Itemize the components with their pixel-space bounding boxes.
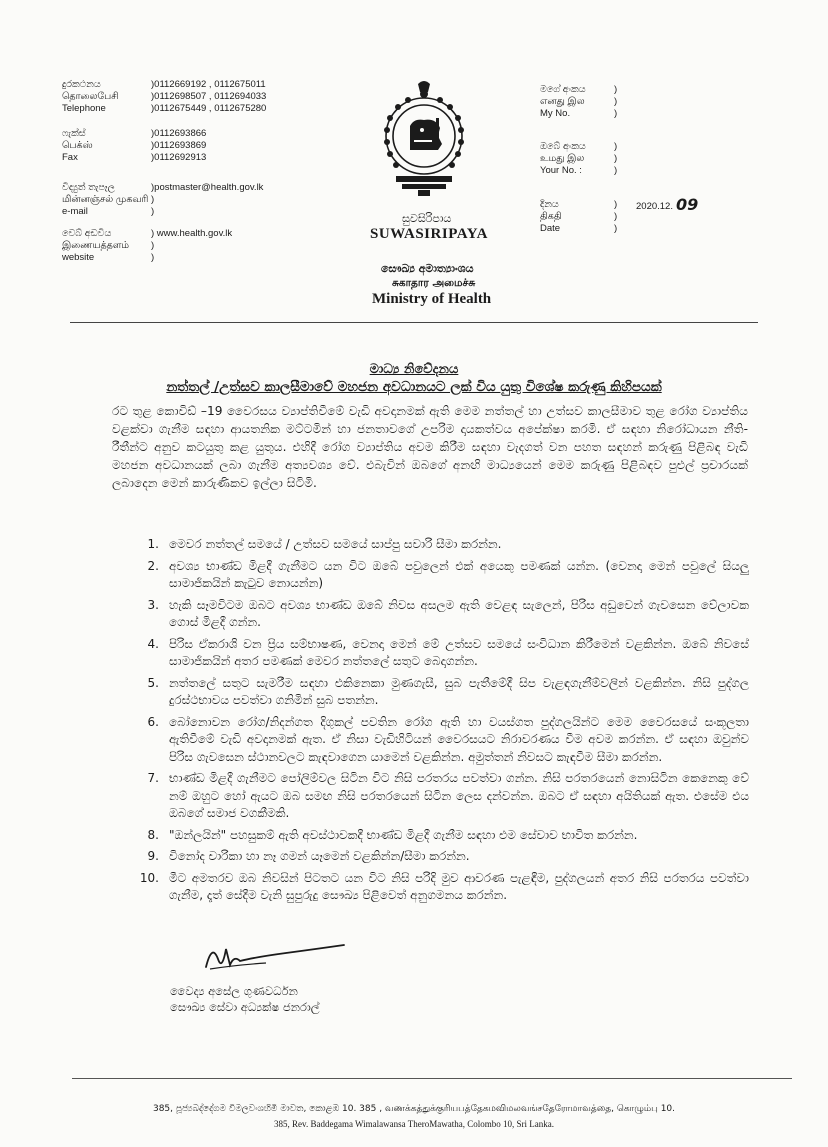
paren: ) [614,108,618,119]
ministry-ta: சுகாதார அமைச்சு [392,277,476,289]
item-text: පිරිස ඒකරාශි වන ප්‍රිය සම්භාෂණ, වෙනදා මෙන් මේ උත්සව සමයේ සංවිධාන කිරීමෙන් වළකින්න. ඔබේ නිවසේ සාමාජිකයින් අතර පමණක් මෙවර නත්තලේ සතුට බෙදාගන්න. [169,636,749,668]
email-label-si: විද්‍යුත් තැපෑල [62,182,115,193]
web-label-ta: இணையத்தளம் [62,240,130,251]
date-value: 2020.12. [636,201,673,212]
phone-value: )0112675449 , 0112675280 [151,103,267,114]
phone-label-si: දුරකථනය [62,79,101,90]
my-no-labels [540,84,586,120]
item-text: භාණ්ඩ මිළදී ගැනීමට පෝලිම්වල සිටින විට නිසි පරතරය පවත්වා ගන්න. නිසි පරතරයෙන් නොසිටින කෙනෙකු වේ නම් ඔහුට හෝ ඇයට ඔබ සමඟ නිසි පරතරයෙන් සිටින ලෙස දන්වන්න. ඔබට ඒ සඳහා අයිතියක් ඇත. එසේම එය ඔබගේ සමාජ වගකීමකි. [169,771,749,820]
date-handwritten: 09 [676,195,699,214]
item-number: 9. [147,849,159,863]
footer-divider [72,1078,792,1079]
paren: ) [614,84,618,95]
fax-label-si: ෆැක්ස් [62,128,86,139]
email-value: ) [151,194,155,205]
fax-value: )0112693866 [151,128,207,139]
date-label-si: දිනය [540,199,559,210]
email-value: )postmaster@health.gov.lk [151,182,264,193]
signatory-name: වෛද්‍ය අසේල ගුණවර්ධන [170,984,298,998]
fax-label-ta: பெக்ஸ் [62,140,93,151]
intro-paragraph: රට තුළ කොවිඩ් –19 වෛරසය ව්‍යාප්තිවීමේ වැඩි අවදානමක් ඇති මෙම නත්තල් හා උත්සව කාලසීමාව තුළ රෝග ව්‍යාප්තිය වළක්වා ගැනීම සඳහා ආයතනික මට්ටමින් හා ජනතාවගේ උපරිම දායකත්වය අපේක්ෂා කරමි. ඒ සඳහා නිරෝධායන නීති-රීතීන්ට අනුව කටයුතු කළ යුතුය. එහිදී රෝග ව්‍යාප්තිය අවම කිරීම සඳහා වැදගත් වන පහත සඳහන් කරුණු පිළිබඳ වැඩි මහජන අවධානයක් ලබා ගැනීම අත්‍යවශ්‍ය වේ. එබැවින් ඔබගේ අනඟි මාධ්‍යයෙන් මෙම කරුණු පිළිබඳව පුළුල් ප්‍රචාරයක් ලබාදෙන මෙන් කාරුණිකව ඉල්ලා සිටිමි. [112,404,748,490]
web-label-si: වෙබ් අඩවිය [62,228,112,239]
item-number: 1. [147,537,159,551]
date-label-ta: திகதி [540,211,562,222]
fax-values [151,128,206,164]
my-no-label-ta: எனது இல [540,96,585,107]
date-parens [614,199,617,235]
handwritten-signature-icon [196,935,346,979]
list-item [137,636,749,671]
item-number: 2. [147,558,159,573]
paren: ) [614,223,618,234]
your-no-label-si: ඔබේ අංකය [540,141,586,152]
list-item [137,536,749,554]
your-no-label-ta: உமது இல [540,153,585,164]
list-item [137,827,749,845]
email-label-ta: மின்னஞ்சல் முகவரி [62,194,149,205]
web-label-en: website [62,252,95,263]
web-labels [62,228,129,264]
list-item [137,870,749,905]
list-item [137,714,749,767]
paren: ) [614,165,618,176]
item-text: හැකි සෑමවිටම ඔබට අවශ්‍ය භාණ්ඩ ඔබේ නිවස අසලම ඇති වෙළඳ සැලෙන්, පිරිස අඩුවෙන් ගැවසෙන වේලාවක ගොස් මිළදී ගන්න. [169,597,749,629]
email-values [151,182,263,218]
guidelines-list [137,536,749,909]
item-text: මෙවර නත්තල් සමයේ / උත්සව සමයේ සාප්පු සවාරි සීමා කරන්න. [169,537,502,551]
paren: ) [614,153,618,164]
signatory-title: සෞඛ්‍ය සේවා අධ්‍යක්ෂ ජනරාල් [170,1000,320,1014]
press-release-title: මාධ්‍ය නිවේදනය [369,362,459,377]
item-number: 10. [139,870,159,885]
suwasiripaya-en: SUWASIRIPAYA [370,226,488,242]
fax-label-en: Fax [62,152,78,163]
web-values [151,228,232,264]
item-text: බෝනොවන රෝග/නිදන්ගත දිගුකල් පවතින රෝග ඇති හා වයස්ගත පුද්ගලයින්ට මෙම වෛරසයේ සංකූලතා ඇතිවීමේ වැඩි අවදානමක් ඇත. ඒ නිසා වැඩිහිටියන් වෛරසයට නිරාවරණය වීම අවම කරන්න. ඒ සඳහා ඔවුන්ව පිරිස ගැවසෙන ස්ථානවලට කැඳවාගෙන යාමෙන් වළකින්න. අමුත්තන් නිවසට කැඳවීම සීමා කරන්න. [169,714,749,764]
item-number: 3. [147,597,159,612]
phone-label-ta: தொலைபேசி [62,91,119,102]
footer-address-si-ta: 385, පූජ්‍යබද්දේගම විමලවංශහිමි මාවත, කොළඹ 10. 385 , வணக்கத்துக்குரியபத்தேகமவிமலவங்சதேரோமாவத்தை, கொழும்பு 10. [152,1104,676,1114]
phone-values [151,79,266,115]
email-labels [62,182,148,218]
fax-value: )0112692913 [151,152,207,163]
item-number: 7. [147,771,159,785]
item-number: 4. [147,636,159,651]
phone-value: )0112669192 , 0112675011 [151,79,266,90]
header-divider [70,322,758,323]
my-no-parens [614,84,617,120]
item-text: අවශ්‍ය භාණ්ඩ මිළදී ගැනීමට යන විට ඔබේ පවුලෙන් එක් අයෙකු පමණක් යන්න. (වෙනදා මෙන් පවුලේ සියලු සාමාජිකයින් කැටුව නොයන්න) [169,558,749,590]
item-number: 6. [147,714,159,729]
item-text: නත්තලේ සතුට සැමරීම සඳහා එකිනෙකා මුණගැසී, සුබ පැතීමේදී සිප වැළඳගැනීම්වලින් වළකින්න. නිසි පුද්ගල දුරස්ථභාවය පවත්වා ගනිමින් සුබ පතන්න. [169,675,749,707]
phone-value: )0112698507 , 0112694033 [151,91,267,102]
paren: ) [614,141,618,152]
web-value: ) [151,252,155,263]
suwasiripaya-si: සුවසිරිපාය [402,212,452,225]
your-no-label-en: Your No. : [540,165,582,176]
item-text: "ඔන්ලයින්" පහසුකම් ඇති අවස්ථාවකදී භාණ්ඩ මිළදී ගැනීම සඳහා එම සේවාව භාවිත කරන්න. [169,827,638,842]
your-no-parens [614,141,617,177]
list-item [137,770,749,823]
footer-address-en: 385, Rev. Baddegama Wimalawansa TheroMawatha, Colombo 10, Sri Lanka. [274,1119,554,1129]
item-number: 5. [147,675,159,690]
press-release-subtitle: නත්තල් /උත්සව කාලසීමාවේ මහජන අවධානයට ලක් විය යුතු විශේෂ කරුණු කිහිපයක් [166,379,662,395]
phone-labels [62,79,119,115]
list-item [137,597,749,632]
item-text: මීට අමතරව ඔබ නිවසින් පිටතට යන විට නිසි පරිදි මුව ආවරණ පැළඳීම, පුද්ගලයන් අතර නිසි පරතරය පවත්වා ගැනීම, දෑත් සේදීම වැනි සුපුරුදු සෞඛ්‍ය පිළිවෙත් අනුගමනය කරන්න. [169,870,749,902]
web-value: ) [151,240,155,251]
paren: ) [614,96,618,107]
date-labels [540,199,562,235]
web-value: ) www.health.gov.lk [151,228,233,239]
item-number: 8. [147,827,159,842]
my-no-label-si: මගේ අංකය [540,84,586,95]
phone-label-en: Telephone [62,103,106,114]
sri-lanka-emblem-icon [378,78,470,198]
your-no-labels [540,141,586,177]
email-label-en: e-mail [62,206,88,217]
date-label-en: Date [540,223,561,234]
item-text: විනෝද චාරිකා හා නෑ ගමන් යෑමෙන් වළකින්න/සීමා කරන්න. [169,849,470,863]
ministry-si: සෞඛ්‍ය අමාත්‍යාංශය [381,262,474,275]
list-item [137,848,749,866]
fax-labels [62,128,93,164]
fax-value: )0112693869 [151,140,207,151]
paren: ) [614,211,618,222]
list-item [137,558,749,593]
ministry-en: Ministry of Health [372,291,492,307]
list-item [137,675,749,710]
my-no-label-en: My No. [540,108,571,119]
paren: ) [614,199,618,210]
email-value: ) [151,206,155,217]
